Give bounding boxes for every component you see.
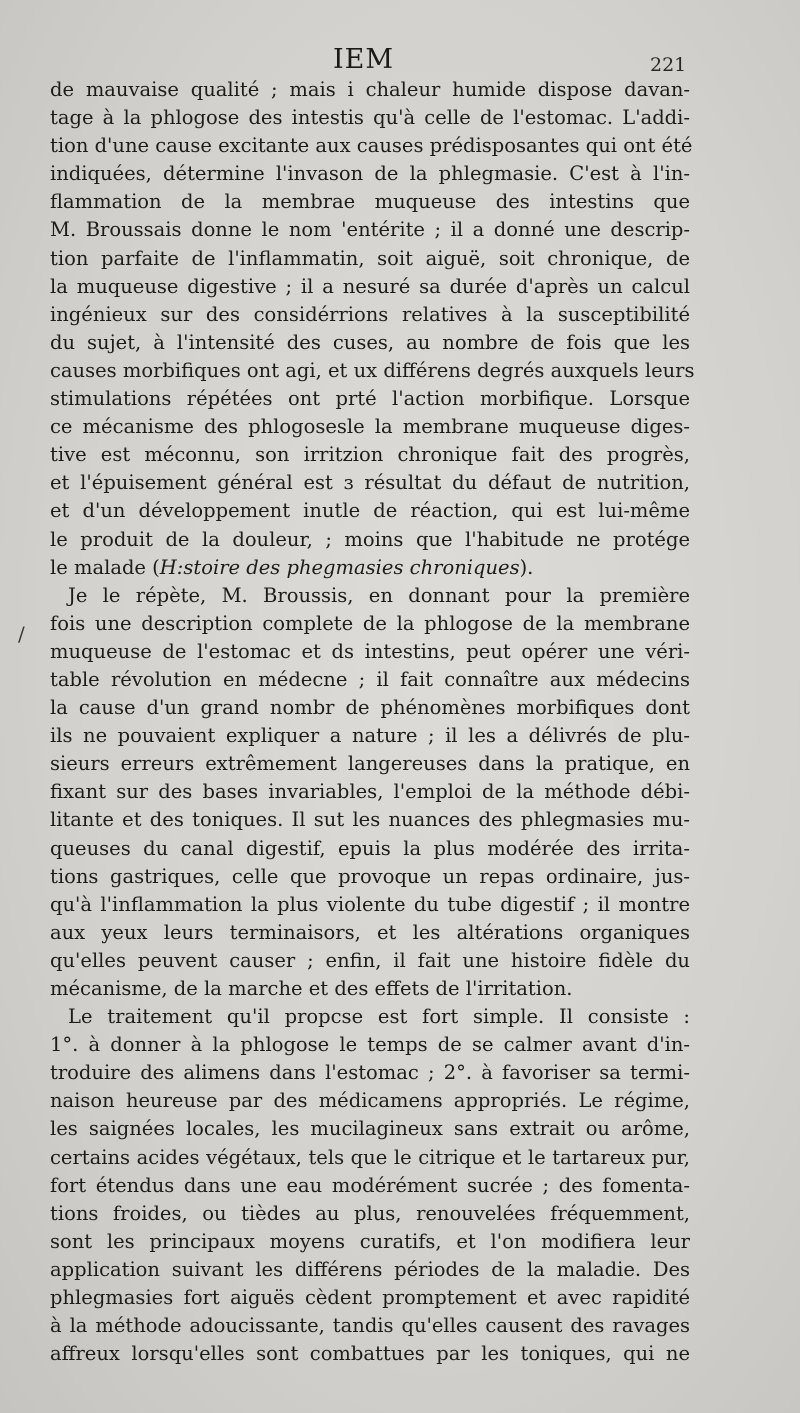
text-line: sieurs erreurs extrêmement langereuses dans la pratique, en [50, 752, 690, 776]
text-line: le produit de la douleur, ; moins que l'habitude ne protége [50, 527, 690, 551]
text-line: Je le répète, M. Broussis, en donnant pour la première [68, 583, 690, 607]
margin-mark: / [18, 622, 25, 646]
text-line: indiquées, détermine l'invason de la phlegmasie. C'est à l'in- [50, 162, 690, 186]
text-line: et d'un développement inutle de réaction, qui est lui-même [50, 499, 690, 523]
text-line: tion d'une cause excitante aux causes prédisposantes qui ont été [50, 134, 693, 158]
text-line: la cause d'un grand nombr de phénomènes morbifiques dont [50, 696, 690, 720]
text-line: causes morbifiques ont agi, et ux différens degrés auxquels leurs [50, 358, 695, 382]
text-line: fois une description complete de la phlogose de la membrane [50, 611, 690, 635]
text-line: Le traitement qu'il propcse est fort simple. Il consiste : [68, 1005, 690, 1029]
body-text [50, 76, 695, 1368]
text-line: tage à la phlogose des intestis qu'à celle de l'estomac. L'addi- [50, 106, 690, 130]
text-line-citation: le malade (H:stoire des phegmasies chroniques). [50, 555, 534, 579]
text-line: aux yeux leurs terminaisors, et les altérations organiques [50, 920, 690, 944]
text-line: la muqueuse digestive ; il a nesuré sa durée d'après un calcul [50, 274, 690, 298]
text-line: stimulations répétées ont prté l'action morbifique. Lorsque [50, 387, 690, 411]
text-line: tions gastriques, celle que provoque un repas ordinaire, jus- [50, 864, 690, 888]
page-number: 221 [650, 54, 687, 76]
text-line: du sujet, à l'intensité des cuses, au nombre de fois que les [50, 330, 690, 354]
text-line: application suivant les différens périodes de la maladie. Des [50, 1257, 690, 1281]
text-line: ce mécanisme des phlogosesle la membrane muqueuse diges- [50, 415, 690, 439]
text-line: queuses du canal digestif, epuis la plus modérée des irrita- [50, 836, 690, 860]
text-line: tions froides, ou tièdes au plus, renouvelées fréquemment, [50, 1201, 690, 1225]
text-line: à la méthode adoucissante, tandis qu'elles causent des ravages [50, 1314, 690, 1338]
text-line: troduire des alimens dans l'estomac ; 2°. à favoriser sa termi- [50, 1061, 690, 1085]
book-title: H:stoire des phegmasies chroniques [159, 555, 520, 579]
text-line: sont les principaux moyens curatifs, et l'on modifiera leur [50, 1229, 690, 1253]
text-line: mécanisme, de la marche et des effets de l'irritation. [50, 977, 573, 1000]
text-line: les saignées locales, les mucilagineux sans extrait ou arôme, [50, 1117, 690, 1141]
text-line: flammation de la membrae muqueuse des intestins que [50, 190, 690, 214]
text-line: tion parfaite de l'inflammatin, soit aiguë, soit chronique, de [50, 246, 690, 270]
text-line: fort étendus dans une eau modérément sucrée ; des fomenta- [50, 1173, 690, 1197]
text-line: ingénieux sur des considérrions relatives à la susceptibilité [50, 302, 690, 326]
text-line: et l'épuisement général est ɜ résultat du défaut de nutrition, [50, 471, 690, 495]
text-line: table révolution en médecne ; il fait connaître aux médecins [50, 667, 690, 691]
text-line: certains acides végétaux, tels que le citrique et le tartareux pur, [50, 1145, 690, 1169]
text-line: fixant sur des bases invariables, l'emploi de la méthode débi- [50, 780, 690, 804]
text-line: muqueuse de l'estomac et ds intestins, peut opérer une véri- [50, 639, 690, 663]
text-line: M. Broussais donne le nom 'entérite ; il a donné une descrip- [50, 218, 690, 242]
text-line: tive est méconnu, son irritzion chronique fait des progrès, [50, 443, 690, 467]
text-line: qu'à l'inflammation la plus violente du tube digestif ; il montre [50, 892, 690, 916]
text-line: de mauvaise qualité ; mais i chaleur humide dispose davan- [50, 78, 690, 101]
paragraph-1 [50, 76, 695, 554]
paragraph-3 [50, 1003, 690, 1368]
text-line: 1°. à donner à la phlogose le temps de se calmer avant d'in- [50, 1033, 690, 1057]
running-head-title: ΙΕΜ [333, 44, 395, 75]
text-line: litante et des toniques. Il sut les nuances des phlegmasies mu- [50, 808, 690, 832]
text-line: affreux lorsqu'elles sont combattues par les toniques, qui ne [50, 1342, 690, 1366]
text-line: qu'elles peuvent causer ; enfin, il fait une histoire fidèle du [50, 948, 690, 972]
text-line: ils ne pouvaient expliquer a nature ; il les a délivrés de plu- [50, 724, 690, 748]
text-line: phlegmasies fort aiguës cèdent promptement et avec rapidité [50, 1286, 690, 1310]
text-line: naison heureuse par des médicamens appropriés. Le régime, [50, 1089, 690, 1113]
paragraph-2 [50, 582, 690, 1003]
